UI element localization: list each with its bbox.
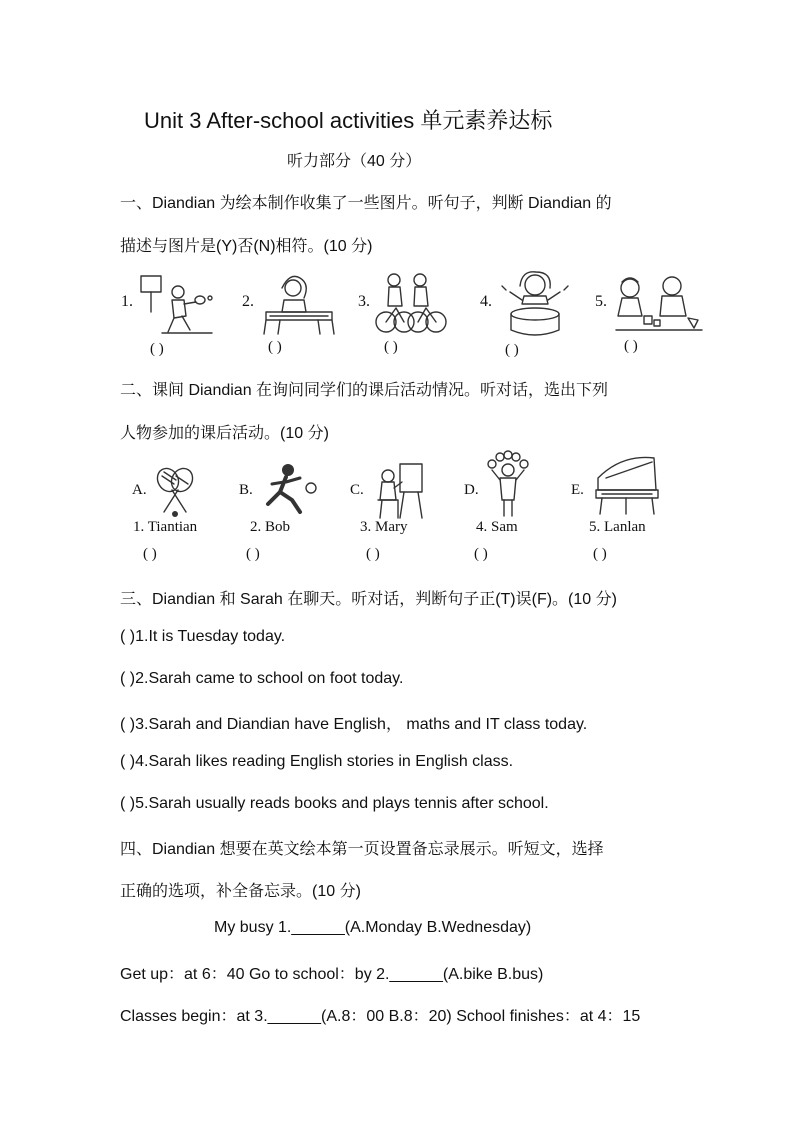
section1-number: 1. [121,293,133,310]
answer-paren[interactable]: ( ) [268,339,282,355]
true-false-item[interactable]: ( )1.It is Tuesday today. [120,628,286,645]
answer-paren[interactable]: ( ) [366,546,380,562]
piano-icon [592,454,662,516]
option-letter: E. [571,482,584,498]
answer-paren[interactable]: ( ) [143,546,157,562]
person-label: 4. Sam [476,519,518,535]
true-false-item[interactable]: ( )3.Sarah and Diandian have English， maths and IT class today. [120,716,588,733]
answer-paren[interactable]: ( ) [593,546,607,562]
drum-boy-icon [498,268,578,338]
painter-icon [370,462,434,520]
section2-instruction-line2: 人物参加的课后活动。(10 分) [120,425,329,442]
drummer-girl-icon [260,272,340,336]
section-subtitle: 听力部分（40 分） [287,153,422,170]
section1-number: 2. [242,293,254,310]
tennis-rackets-icon [150,466,200,518]
option-letter: C. [350,482,364,498]
true-false-item[interactable]: ( )2.Sarah came to school on foot today. [120,670,404,687]
section1-number: 3. [358,293,370,310]
section3-instruction: 三、Diandian 和 Sarah 在聊天。听对话，判断句子正(T)误(F)。(10 分) [120,591,617,608]
option-letter: D. [464,482,479,498]
person-label: 5. Lanlan [589,519,646,535]
section4-instruction-line2: 正确的选项，补全备忘录。(10 分) [120,883,361,900]
section4-instruction-line1: 四、Diandian 想要在英文绘本第一页设置备忘录展示。听短文，选择 [120,841,604,858]
section1-number: 5. [595,293,607,310]
person-label: 3. Mary [360,519,408,535]
person-label: 1. Tiantian [133,519,198,535]
section1-instruction-line1: 一、Diandian 为绘本制作收集了一些图片。听句子，判断 Diandian 的 [120,195,612,212]
memo-line: Get up：at 6：40 Go to school：by 2.______(A.bike B.bus) [120,966,544,983]
kids-playing-icon [614,272,704,336]
section2-instruction-line1: 二、课间 Diandian 在询问同学们的课后活动情况。听对话，选出下列 [120,382,609,399]
answer-paren[interactable]: ( ) [384,339,398,355]
football-player-icon [256,462,320,518]
memo-title: My busy 1.______(A.Monday B.Wednesday) [214,919,532,936]
page-title: Unit 3 After-school activities 单元素养达标 [144,108,553,133]
juggler-icon [484,452,532,518]
memo-line: Classes begin：at 3.______(A.8：00 B.8：20) School finishes：at 4：15 [120,1008,641,1025]
answer-paren[interactable]: ( ) [246,546,260,562]
tennis-player-icon [136,272,216,336]
section1-instruction-line2: 描述与图片是(Y)否(N)相符。(10 分) [120,238,373,255]
section1-number: 4. [480,293,492,310]
answer-paren[interactable]: ( ) [624,338,638,354]
cyclists-icon [374,272,454,336]
option-letter: B. [239,482,253,498]
true-false-item[interactable]: ( )4.Sarah likes reading English stories in English class. [120,753,514,770]
answer-paren[interactable]: ( ) [505,342,519,358]
person-label: 2. Bob [250,519,291,535]
answer-paren[interactable]: ( ) [150,341,164,357]
answer-paren[interactable]: ( ) [474,546,488,562]
true-false-item[interactable]: ( )5.Sarah usually reads books and plays tennis after school. [120,795,549,812]
option-letter: A. [132,482,147,498]
